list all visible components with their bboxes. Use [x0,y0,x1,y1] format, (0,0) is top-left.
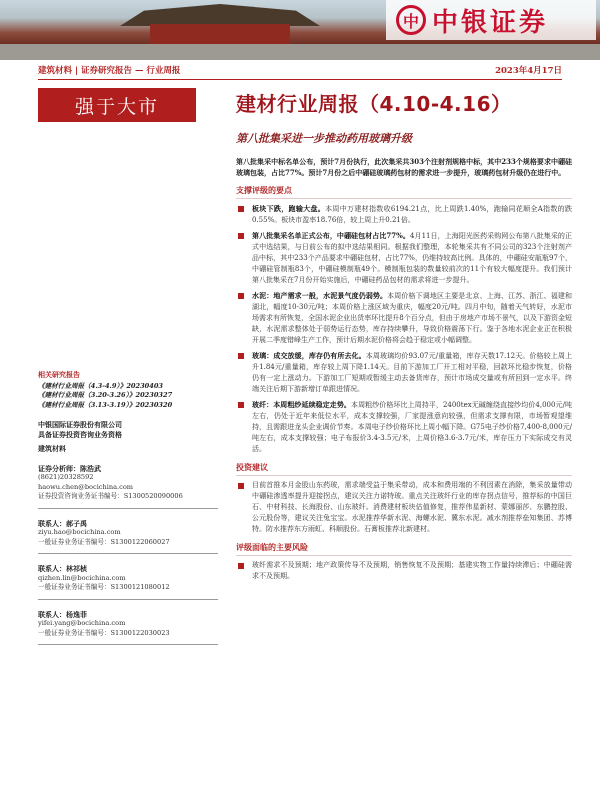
analyst-email: ziyu.hao@bocichina.com [38,528,121,536]
bullet-bold: 板块下跌，跑输大盘。 [252,204,326,213]
analyst-cert: 一般证券业务证书编号：S1300121080012 [38,583,170,591]
brand-mark-icon: 中 [396,5,426,35]
divider [38,644,218,645]
bullet-text: 玻纤需求不及预期；地产政策传导不及预期，销售恢复不及预期；基建实物工作量持续滞后；中硼硅需求不及预期。 [252,561,572,580]
bullet-square-icon [238,233,244,239]
report-subtitle: 第八批集采进一步推动药用玻璃升级 [236,132,412,145]
palace-steps [0,44,600,60]
analyst-cert: 一般证券业务证书编号：S1300122030023 [38,628,170,637]
related-reports-list [38,382,218,411]
report-title: 建材行业周报（4.10-4.16） [236,92,512,116]
bullet-bold: 第八批集采名单正式公布，中硼硅包材占比77%。 [252,231,410,240]
bullet-text: 本周中万建材指数收6194.21点，比上周跌1.40%，跑输同花顺全A指数的跌0.55%。板块市盈率18.76倍，较上周上升0.21倍。 [252,205,572,224]
bullet-body [252,350,572,395]
bullet-item [236,560,572,582]
invest-list [236,480,572,535]
bullet-square-icon [238,483,244,489]
palace-roof [120,4,320,26]
org-line-1: 中银国际证券股份有限公司 [38,420,122,429]
bullet-square-icon [238,402,244,408]
bullet-body [252,203,572,226]
section-heading-risk: 评级面临的主要风险 [236,542,572,556]
analyst-title: 证券分析师：陈浩武 [38,463,101,473]
bullet-square-icon [238,353,244,359]
bullet-text: 4月11日，上海阳光医药采购网公布第八批集采的正式中选结果，与日前公布的拟中选结果相同。根据我们整理，本轮集采共有不同公司的323个注射剂产品中标，其中233个产品要求中硼硅包材，占比77%，仍维持较高比例。具体的，中硼硅安瓿瓶97个，中硼硅管制瓶83个，中硼硅模制瓶49个。模制瓶包装的数量较前次的11个有较大幅度提升。我们预计第八批集采在7月份开始实施后，中硼硅药品包材的需求将进一步提升。 [252,232,572,284]
bullet-text: 本周粗纱价格环比上周持平，2400tex无碱缠绕直接纱均价4,000元/吨左右，仍处于近年来低位水平，成本支撑较强，厂家提涨意向较强，但需求支撑有限，市场暂观望维持，且需跟进龙头企业调价节奏。本周电子纱价格环比上周小幅下降。G75电子纱价格7,400-8,000元/吨左右，成本支撑较强；电子布报价3.4-3.5元/米，上周价格3.6-3.7元/米，库存压力下实际成交有灵活。 [252,401,572,453]
analyst-title: 联系人：林祁桢 [38,564,87,573]
palace-hall [150,24,290,46]
bullet-item [236,399,572,455]
bullet-text: 目前首推本月金股山东药玻，需求端受益于集采带动，成本和费用端的不利因素在消除，集采放量带动中硼硅渗透率提升迎接拐点，建议关注力诺特玻。重点关注玻纤行业的库存拐点信号，推荐标的中国巨石、中材科技、长海股份、山东玻纤。消费建材板块估值修复，推荐伟星新材、蒙娜丽莎、东鹏控股、公元股份等，建议关注兔宝宝。水泥推荐华新水泥、海螺水泥、冀东水泥。减水剂推荐垒知集团、苏博特。防水推荐东方雨虹、科顺股份。石膏板推荐北新建材。 [252,481,572,533]
analyst-cert: 证券投资咨询业务证书编号：S1300520090006 [38,492,183,500]
bullet-bold: 玻纤：本周粗纱延续稳定走势。 [252,400,352,409]
bullet-item [236,480,572,535]
risk-list [236,560,572,582]
divider [38,508,218,509]
analyst-phone: (8621)20328592 [38,473,94,481]
bullet-body [252,230,572,286]
bullet-text: 本周价格下调地区主要是北京、上海、江苏、浙江、福建和湖北，幅度10-30元/吨；本周价格上涨区域为重庆，幅度20元/吨。四月中旬，随着天气转好，水泥市场需求有所恢复，全国水泥企业出货率环比提升8个百分点，但由于房地产市场不景气，以及下游资金短缺，水泥需求整体处于弱势运行态势，库存持续攀升，导致价格震荡下行。鉴于各地水泥企业正在积极开展二季度错峰生产工作，预计后期水泥价格将会趋于稳定或小幅调整。 [252,292,573,344]
rating-badge: 强于大市 [38,88,196,122]
sidebar [38,370,218,645]
analyst-email: qizhen.lin@bocichina.com [38,573,126,582]
related-report-item: 《建材行业周报（3.20-3.26）》20230327 [38,391,173,399]
bullet-body [252,560,572,582]
brand-logo [386,0,596,40]
analyst-title: 联系人：杨逸菲 [38,609,87,619]
analyst-list [38,464,218,646]
industry-label: 建筑材料 [38,444,66,453]
related-reports-heading: 相关研究报告 [38,370,80,379]
related-report-item: 《建材行业周报（3.13-3.19）》20230320 [38,400,173,409]
org-line-2: 具备证券投资咨询业务资格 [38,430,122,439]
section-heading-invest: 投资建议 [236,462,572,476]
analyst-cert: 一般证券业务证书编号：S1300122060027 [38,537,170,546]
points-list [236,203,572,455]
bullet-bold: 水泥：地产需求一般，水泥景气度仍弱势。 [252,291,388,300]
related-report-item: 《建材行业周报（4.3-4.9）》20230403 [38,381,164,390]
report-date: 2023年4月17日 [495,66,562,76]
divider [38,553,218,554]
bullet-body [252,399,572,455]
bullet-body [252,290,572,346]
cover-banner-image [0,0,600,60]
analyst-title: 联系人：郝子禹 [38,518,87,528]
bullet-square-icon [238,293,244,299]
bullet-item [236,350,572,395]
section-heading-points: 支撑评级的要点 [236,185,572,199]
bullet-square-icon [238,206,244,212]
divider [38,599,218,600]
report-category: 建筑材料 | 证券研究报告 — 行业周报 [38,66,181,76]
bullet-item [236,290,572,346]
bullet-text: 本周玻璃均价93.07元/重量箱，库存天数17.12天。价格较上周上升1.84元/重量箱，库存较上周下降1.14天。目前下游加工厂开工相对平稳，回款环比稳步恢复，价格仍有一定上涨动力。下游加工厂短期或暂缓主动去备货库存，预计市场成交量或有所回到一定水平。终端关注后期下游新增订单跟进情况。 [252,352,573,393]
bullet-square-icon [238,563,244,569]
bullet-item [236,203,572,226]
abstract: 第八批集采中标名单公布，预计7月份执行，此次集采共303个注射剂规格中标，其中233个规格要求中硼硅玻璃包装，占比77%。预计7月份之后中硼硅玻璃药包材的需求进一步提升，玻璃药包材升级仍在进行中。 [236,157,572,177]
report-header-bar [38,64,562,80]
bullet-body [252,480,572,535]
brand-name: 中银证券 [432,7,549,38]
analyst-email: yifei.yang@bocichina.com [38,619,126,627]
analyst-email: haowu.chen@bocichina.com [38,482,134,491]
bullet-bold: 玻璃：成交放缓，库存仍有所去化。 [252,351,366,360]
main-content [236,156,572,586]
bullet-item [236,230,572,286]
